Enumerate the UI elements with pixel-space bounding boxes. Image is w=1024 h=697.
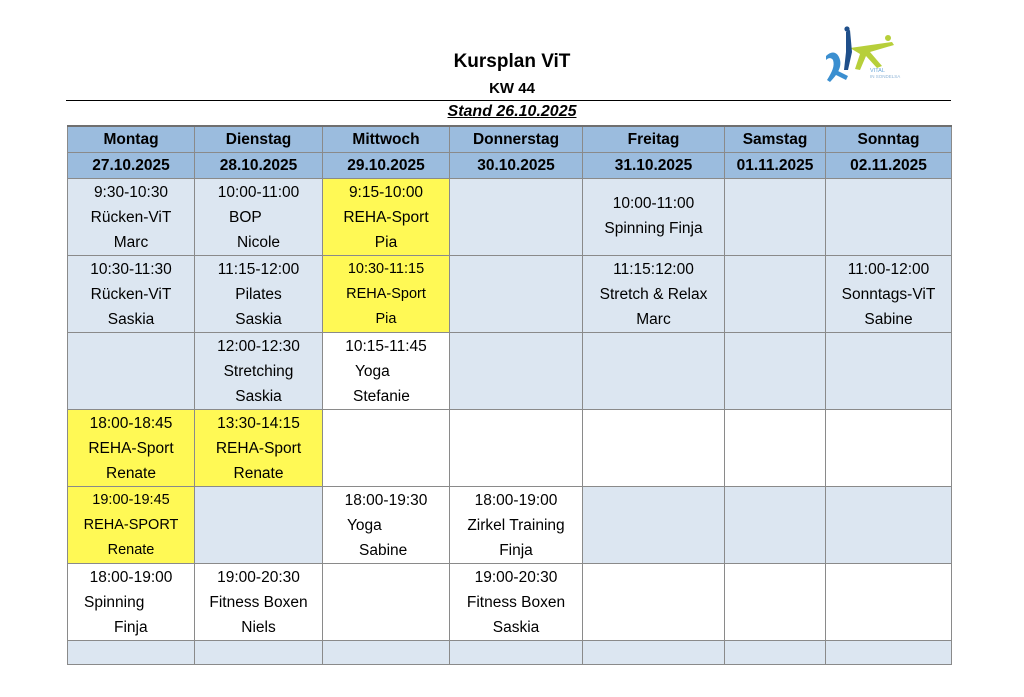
course-time: 10:30-11:30 <box>90 261 172 278</box>
empty-cell <box>450 641 583 665</box>
course-name: REHA-Sport <box>88 440 174 457</box>
empty-cell <box>195 487 323 564</box>
empty-cell <box>725 487 826 564</box>
course-name: Sonntags-ViT <box>841 286 936 303</box>
course-trainer: Niels <box>241 619 276 636</box>
course-trainer: Saskia <box>107 311 155 328</box>
course-trainer: Finja <box>499 542 533 559</box>
empty-cell <box>725 256 826 333</box>
day-name-header: Sonntag <box>826 126 952 153</box>
empty-cell <box>450 410 583 487</box>
course-name: REHA-Sport <box>215 440 302 457</box>
course-time: 11:15:12:00 <box>613 261 694 278</box>
course-time: 18:00-18:45 <box>89 415 173 432</box>
empty-cell <box>826 487 952 564</box>
course-name: Zirkel Training <box>467 517 565 534</box>
empty-cell <box>826 179 952 256</box>
course-cell-highlighted <box>323 179 450 256</box>
course-name: Pilates <box>235 286 282 303</box>
empty-cell <box>725 333 826 410</box>
empty-cell <box>725 641 826 665</box>
course-name: REHA-Sport <box>343 209 429 226</box>
course-trainer: Renate <box>233 465 284 482</box>
stand-text: Stand 26.10.2025 <box>447 103 577 120</box>
course-cell <box>323 333 450 410</box>
course-cell <box>826 256 952 333</box>
course-time: 9:30-10:30 <box>93 184 169 201</box>
course-cell <box>195 256 323 333</box>
empty-cell <box>725 564 826 641</box>
course-trainer: Renate <box>106 465 156 482</box>
empty-cell <box>826 410 952 487</box>
course-cell <box>68 179 195 256</box>
course-name: Rücken-ViT <box>90 209 172 226</box>
course-cell-highlighted <box>68 487 195 564</box>
course-trainer: Finja <box>114 619 148 636</box>
course-cell <box>323 487 450 564</box>
course-cell <box>68 256 195 333</box>
schedule-row <box>68 564 952 641</box>
course-time: 11:15-12:00 <box>217 261 300 278</box>
schedule-row-empty <box>68 641 952 665</box>
empty-cell <box>826 333 952 410</box>
course-trainer: Pia <box>375 311 397 327</box>
course-time: 10:00-11:00 <box>217 184 300 201</box>
empty-cell <box>826 564 952 641</box>
course-name: BOP <box>229 209 262 226</box>
course-trainer: Renate <box>107 542 155 558</box>
course-trainer: Saskia <box>235 388 282 405</box>
empty-cell <box>583 564 725 641</box>
course-name: Yoga <box>355 363 390 380</box>
empty-cell <box>68 641 195 665</box>
course-trainer: Nicole <box>236 234 281 251</box>
stand-date <box>0 103 1024 121</box>
logo-text-2: IN SONDELSA <box>870 74 901 79</box>
course-name: REHA-SPORT <box>83 517 179 533</box>
course-time: 10:00-11:00 <box>612 194 695 212</box>
course-name: Rücken-ViT <box>90 286 172 303</box>
empty-cell <box>323 564 450 641</box>
course-name: Spinning <box>84 594 145 611</box>
vital-figures-icon <box>822 26 902 90</box>
course-cell <box>583 256 725 333</box>
course-time: 11:00-12:00 <box>847 261 930 278</box>
course-time: 10:30-11:15 <box>347 261 425 277</box>
empty-cell <box>583 410 725 487</box>
day-name-header: Samstag <box>725 126 826 153</box>
schedule-row <box>68 333 952 410</box>
course-trainer: Marc <box>113 234 149 251</box>
vital-logo <box>822 26 902 90</box>
day-date-header: 02.11.2025 <box>826 153 952 179</box>
course-trainer: Saskia <box>492 619 540 636</box>
course-cell-highlighted <box>68 410 195 487</box>
day-date-header: 01.11.2025 <box>725 153 826 179</box>
schedule-row <box>68 256 952 333</box>
course-time: 9:15-10:00 <box>348 184 424 201</box>
title-divider <box>66 100 951 101</box>
schedule-row <box>68 410 952 487</box>
empty-cell <box>450 179 583 256</box>
day-date-header: 27.10.2025 <box>68 153 195 179</box>
course-time: 18:00-19:00 <box>89 569 173 586</box>
course-cell <box>68 564 195 641</box>
day-name-header: Dienstag <box>195 126 323 153</box>
empty-cell <box>195 641 323 665</box>
logo-text-1: VITAL <box>870 68 885 74</box>
page-title: Kursplan ViT <box>453 51 571 72</box>
empty-cell <box>583 333 725 410</box>
course-trainer: Sabine <box>864 311 913 328</box>
course-time: 19:00-20:30 <box>217 569 300 586</box>
course-name: Stretch & Relax <box>599 286 708 303</box>
course-cell-highlighted <box>195 410 323 487</box>
course-time: 19:00-19:45 <box>92 492 170 508</box>
course-trainer: Saskia <box>235 311 282 328</box>
course-time: 13:30-14:15 <box>217 415 300 432</box>
empty-cell <box>323 410 450 487</box>
course-trainer: Pia <box>374 234 398 251</box>
day-name-header: Montag <box>68 126 195 153</box>
day-date-header: 29.10.2025 <box>323 153 450 179</box>
course-cell <box>195 333 323 410</box>
course-cell <box>450 487 583 564</box>
week-label: KW 44 <box>489 80 535 97</box>
empty-cell <box>583 487 725 564</box>
date-header-row <box>68 153 952 179</box>
course-time: 10:15-11:45 <box>345 338 427 355</box>
course-cell <box>450 564 583 641</box>
course-name: REHA-Sport <box>346 286 426 302</box>
course-time: 18:00-19:00 <box>474 492 558 509</box>
empty-cell <box>725 179 826 256</box>
day-name-header: Mittwoch <box>323 126 450 153</box>
empty-cell <box>826 641 952 665</box>
course-name: Stretching <box>223 363 294 380</box>
course-trainer: Sabine <box>359 542 408 559</box>
day-date-header: 31.10.2025 <box>583 153 725 179</box>
empty-cell <box>68 333 195 410</box>
course-time: 12:00-12:30 <box>217 338 300 355</box>
course-time: 19:00-20:30 <box>474 569 558 586</box>
weekday-header-row <box>68 126 952 153</box>
empty-cell <box>583 641 725 665</box>
day-date-header: 28.10.2025 <box>195 153 323 179</box>
empty-cell <box>323 641 450 665</box>
course-cell <box>195 179 323 256</box>
empty-cell <box>725 410 826 487</box>
course-time: 18:00-19:30 <box>344 492 428 509</box>
course-schedule-table <box>67 125 952 665</box>
course-name: Fitness Boxen <box>466 594 566 611</box>
empty-cell <box>450 333 583 410</box>
course-name: Yoga <box>347 517 382 534</box>
day-name-header: Freitag <box>583 126 725 153</box>
course-trainer: Marc <box>636 311 671 328</box>
day-date-header: 30.10.2025 <box>450 153 583 179</box>
course-name: Spinning Finja <box>604 219 703 237</box>
schedule-row <box>68 179 952 256</box>
day-name-header: Donnerstag <box>450 126 583 153</box>
course-cell <box>583 179 725 256</box>
course-name: Fitness Boxen <box>209 594 308 611</box>
empty-cell <box>450 256 583 333</box>
schedule-row <box>68 487 952 564</box>
course-trainer: Stefanie <box>353 388 410 405</box>
course-cell <box>195 564 323 641</box>
course-cell-highlighted <box>323 256 450 333</box>
